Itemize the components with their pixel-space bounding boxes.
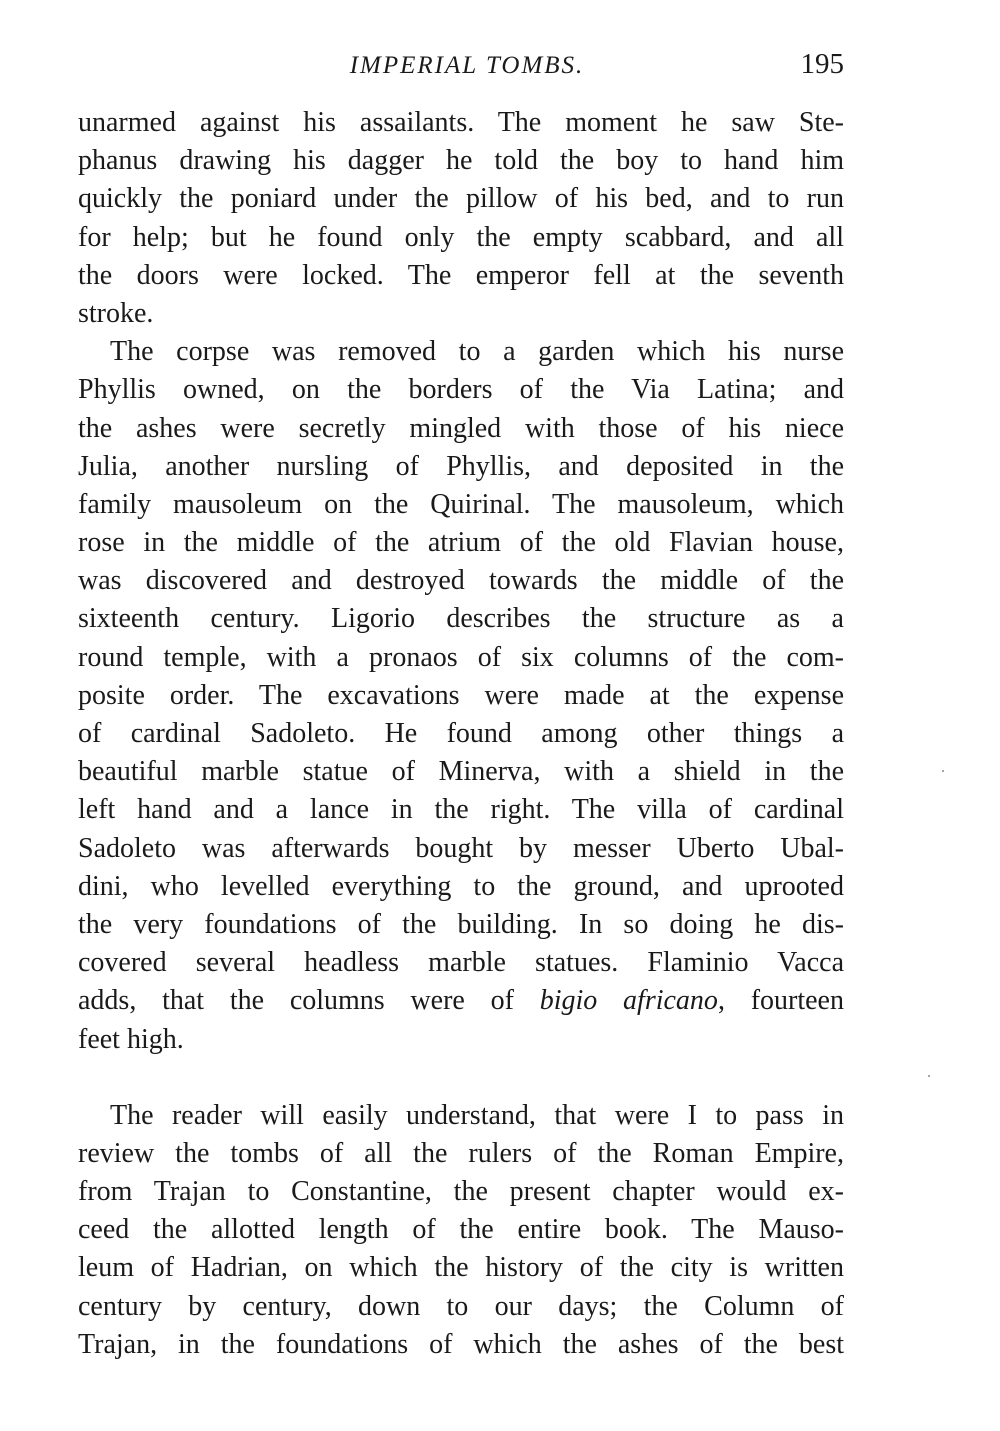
text-line: unarmed against his assailants. The moment he saw Ste- (78, 107, 844, 138)
text-line: sixteenth century. Ligorio describes the structure as a (78, 603, 844, 635)
paper-speck (928, 1075, 930, 1077)
text-line: dini, who levelled everything to the ground, and uprooted (78, 870, 844, 902)
text-segment: adds, that the columns were of (78, 985, 540, 1017)
text-line: ceed the allotted length of the entire book. The Mauso- (78, 1214, 844, 1246)
text-line: leum of Hadrian, on which the history of the city is written (78, 1252, 844, 1284)
text-line: the doors were locked. The emperor fell at the seventh (78, 259, 844, 291)
text-line: Sadoleto was afterwards bought by messer Uberto Ubal- (78, 832, 844, 864)
text-line: beautiful marble statue of Minerva, with a shield in the (78, 756, 844, 788)
text-line: was discovered and destroyed towards the middle of the (78, 565, 844, 597)
text-line: feet high. (78, 1023, 184, 1055)
italic-term: bigio africano (539, 985, 718, 1017)
text-line: the ashes were secretly mingled with those of his niece (78, 412, 844, 444)
text-line: the very foundations of the building. In so doing he dis- (78, 908, 844, 940)
text-line: posite order. The excavations were made at the expense (78, 679, 844, 711)
paper-speck (942, 770, 944, 772)
text-line: for help; but he found only the empty scabbard, and all (78, 221, 844, 253)
paragraph (78, 104, 844, 333)
text-line: left hand and a lance in the right. The villa of cardinal (78, 794, 844, 826)
text-line: century by century, down to our days; the Column of (78, 1290, 844, 1322)
body-text (78, 104, 844, 1364)
text-line: from Trajan to Constantine, the present chapter would ex- (78, 1176, 844, 1208)
running-header (78, 48, 844, 84)
section-break (78, 1059, 844, 1097)
text-line: Phyllis owned, on the borders of the Via Latina; and (78, 374, 844, 406)
text-line: round temple, with a pronaos of six columns of the com- (78, 641, 844, 673)
text-line: covered several headless marble statues. Flaminio Vacca (78, 947, 844, 979)
text-line: of cardinal Sadoleto. He found among other things a (78, 718, 844, 749)
text-line: stroke. (78, 297, 154, 329)
text-line: review the tombs of all the rulers of the Roman Empire, (78, 1137, 844, 1169)
text-line: quickly the poniard under the pillow of his bed, and to run (78, 183, 844, 215)
text-line: family mausoleum on the Quirinal. The mausoleum, which (78, 488, 844, 520)
text-line-with-italic (78, 982, 844, 1020)
text-line: rose in the middle of the atrium of the old Flavian house, (78, 527, 844, 559)
text-line: The reader will easily understand, that were I to pass in (110, 1099, 844, 1131)
paragraph (78, 333, 844, 1059)
running-title: IMPERIAL TOMBS. (349, 52, 585, 79)
page-number: 195 (800, 48, 844, 80)
text-segment: , fourteen (717, 985, 844, 1017)
text-line: Trajan, in the foundations of which the ashes of the best (78, 1328, 844, 1360)
text-line: The corpse was removed to a garden which his nurse (110, 336, 844, 368)
text-line: Julia, another nursling of Phyllis, and deposited in the (78, 450, 844, 482)
text-line: phanus drawing his dagger he told the boy to hand him (78, 145, 844, 177)
paragraph (78, 1097, 844, 1364)
